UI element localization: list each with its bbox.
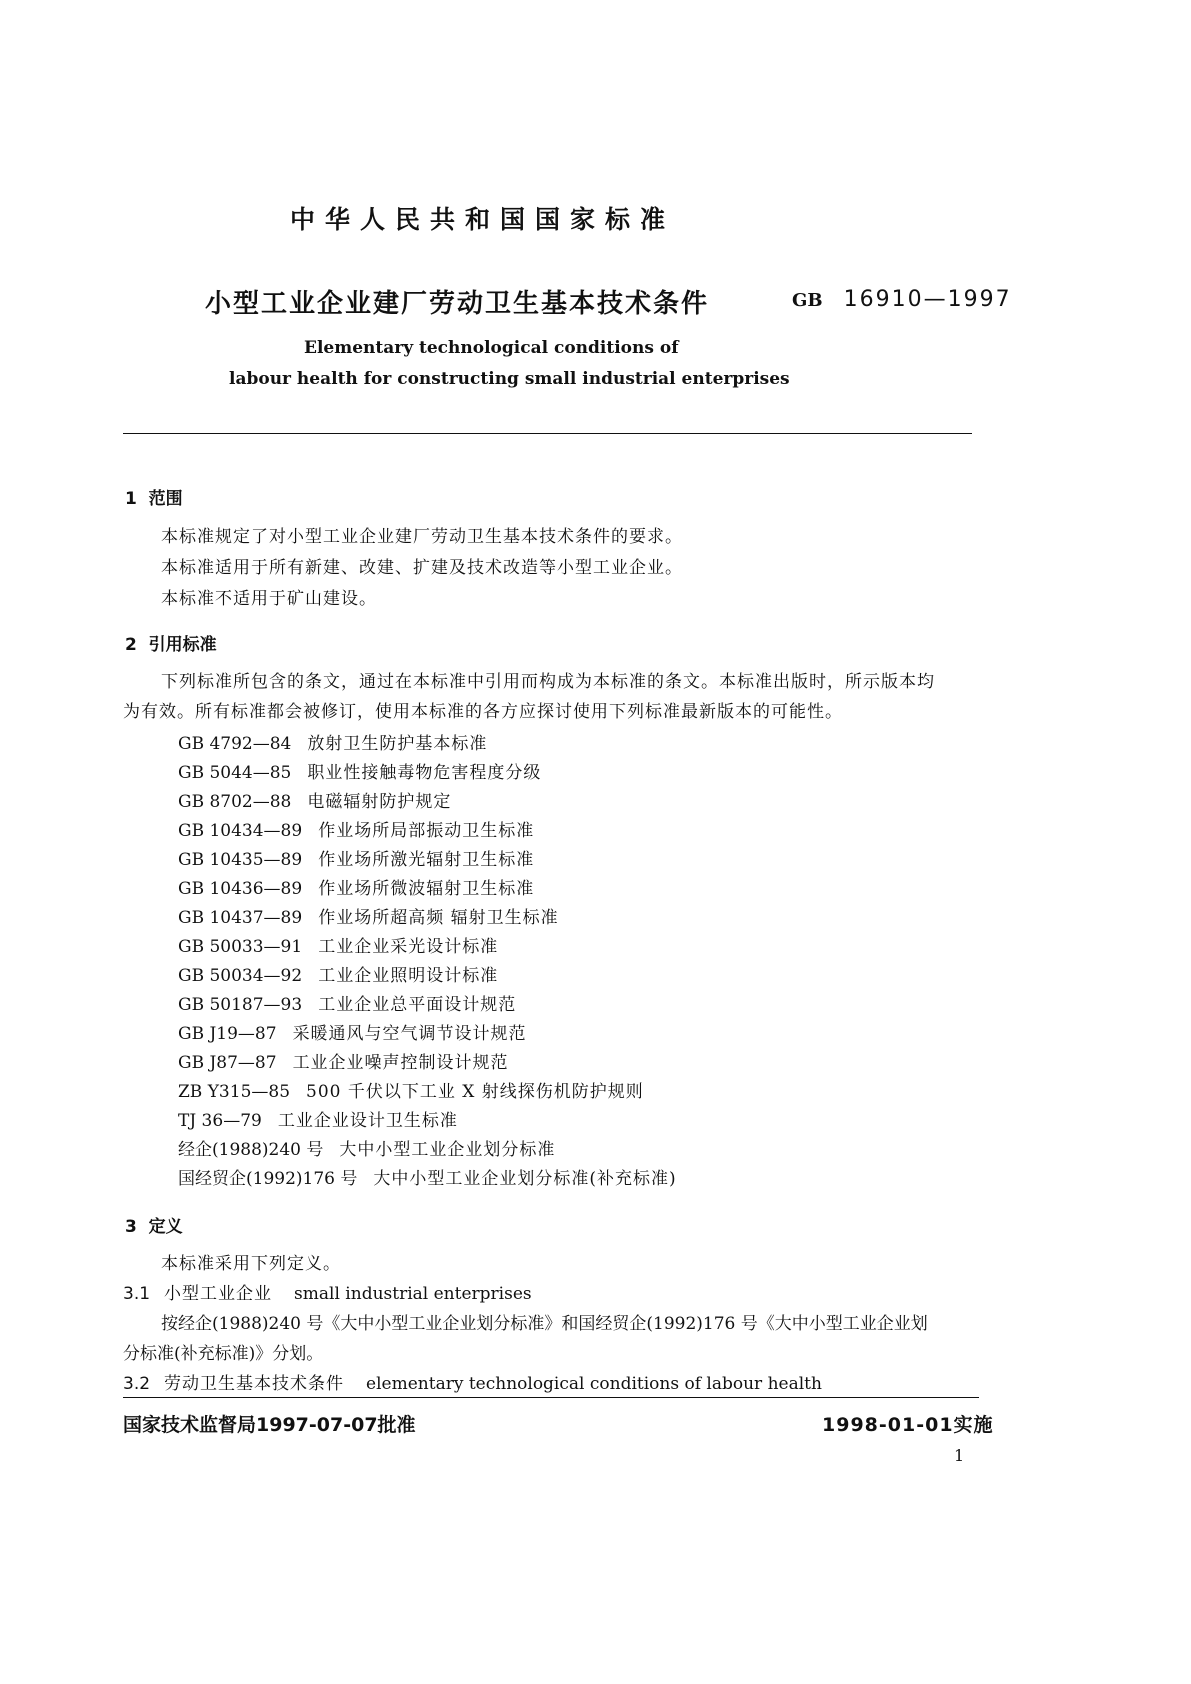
ref-item: [178, 1048, 509, 1073]
definition-number: 3.2: [123, 1374, 151, 1394]
definition-3-1-body-line-1: 按经企(1988)240 号《大中小型工业企业划分标准》和国经贸企(1992)176 号《大中小型工业企业划: [161, 1314, 928, 1334]
section-1-para-1: 本标准规定了对小型工业企业建厂劳动卫生基本技术条件的要求。: [161, 527, 683, 547]
ref-item: [178, 1106, 458, 1131]
ref-title: 工业企业总平面设计规范: [318, 995, 517, 1015]
ref-code: ZB Y315—85: [178, 1082, 291, 1102]
header-divider: [123, 433, 972, 434]
footer-divider: [123, 1397, 979, 1398]
section-3-heading: 3 定义: [125, 1217, 183, 1237]
ref-title: 工业企业噪声控制设计规范: [292, 1053, 509, 1073]
definition-term-en: small industrial enterprises: [294, 1284, 532, 1304]
ref-code: GB 10436—89: [178, 879, 303, 899]
approval-line: 国家技术监督局1997-07-07批准: [123, 1414, 416, 1436]
ref-item: [178, 874, 534, 899]
ref-title: 作业场所超高频 辐射卫生标准: [318, 908, 559, 928]
standard-number: [792, 287, 1012, 312]
standard-title-en-line1: Elementary technological conditions of: [304, 338, 679, 358]
ref-item: [178, 903, 559, 928]
ref-code: 国经贸企(1992)176 号: [178, 1169, 358, 1189]
ref-code: TJ 36—79: [178, 1111, 262, 1131]
definition-term-en: elementary technological conditions of labour health: [366, 1374, 822, 1394]
section-1-para-3: 本标准不适用于矿山建设。: [161, 589, 377, 609]
definition-3-1-term: [123, 1279, 532, 1304]
national-standard-label: 中华人民共和国国家标准: [290, 205, 676, 234]
definition-term-cn: 小型工业企业: [164, 1284, 273, 1304]
ref-item: [178, 1135, 555, 1160]
ref-item: [178, 1077, 644, 1102]
ref-item: [178, 816, 534, 841]
standard-prefix: GB: [792, 290, 823, 311]
definition-number: 3.1: [123, 1284, 151, 1304]
ref-code: GB 10437—89: [178, 908, 303, 928]
ref-title: 大中小型工业企业划分标准: [339, 1140, 556, 1160]
ref-code: GB 8702—88: [178, 792, 292, 812]
ref-title: 工业企业照明设计标准: [318, 966, 499, 986]
ref-code: GB 50033—91: [178, 937, 303, 957]
definition-3-1-body-line-2: 分标准(补充标准)》分划。: [123, 1344, 324, 1364]
ref-title: 作业场所局部振动卫生标准: [318, 821, 535, 841]
ref-code: GB 10435—89: [178, 850, 303, 870]
section-1-heading: 1 范围: [125, 489, 183, 509]
section-2-heading: 2 引用标准: [125, 635, 217, 655]
ref-item: [178, 990, 516, 1015]
ref-item: [178, 1164, 677, 1189]
ref-code: GB J87—87: [178, 1053, 277, 1073]
section-3-intro: 本标准采用下列定义。: [161, 1254, 341, 1274]
ref-item: [178, 845, 534, 870]
ref-title: 大中小型工业企业划分标准(补充标准): [373, 1169, 677, 1189]
standard-title-en-line2: labour health for constructing small industrial enterprises: [229, 369, 790, 389]
ref-item: [178, 961, 498, 986]
ref-title: 职业性接触毒物危害程度分级: [307, 763, 542, 783]
effective-date: 1998-01-01实施: [822, 1414, 994, 1436]
ref-item: [178, 729, 487, 754]
ref-title: 工业企业采光设计标准: [318, 937, 499, 957]
ref-code: GB 50187—93: [178, 995, 303, 1015]
ref-code: GB 10434—89: [178, 821, 303, 841]
ref-title: 作业场所激光辐射卫生标准: [318, 850, 535, 870]
ref-title: 放射卫生防护基本标准: [307, 734, 488, 754]
ref-item: [178, 1019, 527, 1044]
ref-code: 经企(1988)240 号: [178, 1140, 324, 1160]
section-2-intro-line-1: 下列标准所包含的条文，通过在本标准中引用而构成为本标准的条文。本标准出版时，所示版本均: [161, 672, 935, 692]
standard-title-cn: 小型工业企业建厂劳动卫生基本技术条件: [205, 289, 710, 319]
ref-item: [178, 932, 498, 957]
ref-code: GB J19—87: [178, 1024, 277, 1044]
ref-title: 电磁辐射防护规定: [307, 792, 452, 812]
ref-code: GB 5044—85: [178, 763, 292, 783]
definition-term-cn: 劳动卫生基本技术条件: [164, 1374, 345, 1394]
page-number: 1: [954, 1446, 965, 1465]
definition-3-2-term: [123, 1369, 822, 1394]
ref-code: GB 50034—92: [178, 966, 303, 986]
ref-title: 作业场所微波辐射卫生标准: [318, 879, 535, 899]
standard-number-value: 16910—1997: [843, 287, 1012, 312]
ref-item: [178, 787, 451, 812]
ref-code: GB 4792—84: [178, 734, 292, 754]
ref-title: 工业企业设计卫生标准: [277, 1111, 458, 1131]
section-1-para-2: 本标准适用于所有新建、改建、扩建及技术改造等小型工业企业。: [161, 558, 683, 578]
ref-title: 采暖通风与空气调节设计规范: [292, 1024, 527, 1044]
ref-item: [178, 758, 541, 783]
ref-title: 500 千伏以下工业 X 射线探伤机防护规则: [306, 1082, 644, 1102]
section-2-intro-line-2: 为有效。所有标准都会被修订，使用本标准的各方应探讨使用下列标准最新版本的可能性。: [123, 702, 843, 722]
